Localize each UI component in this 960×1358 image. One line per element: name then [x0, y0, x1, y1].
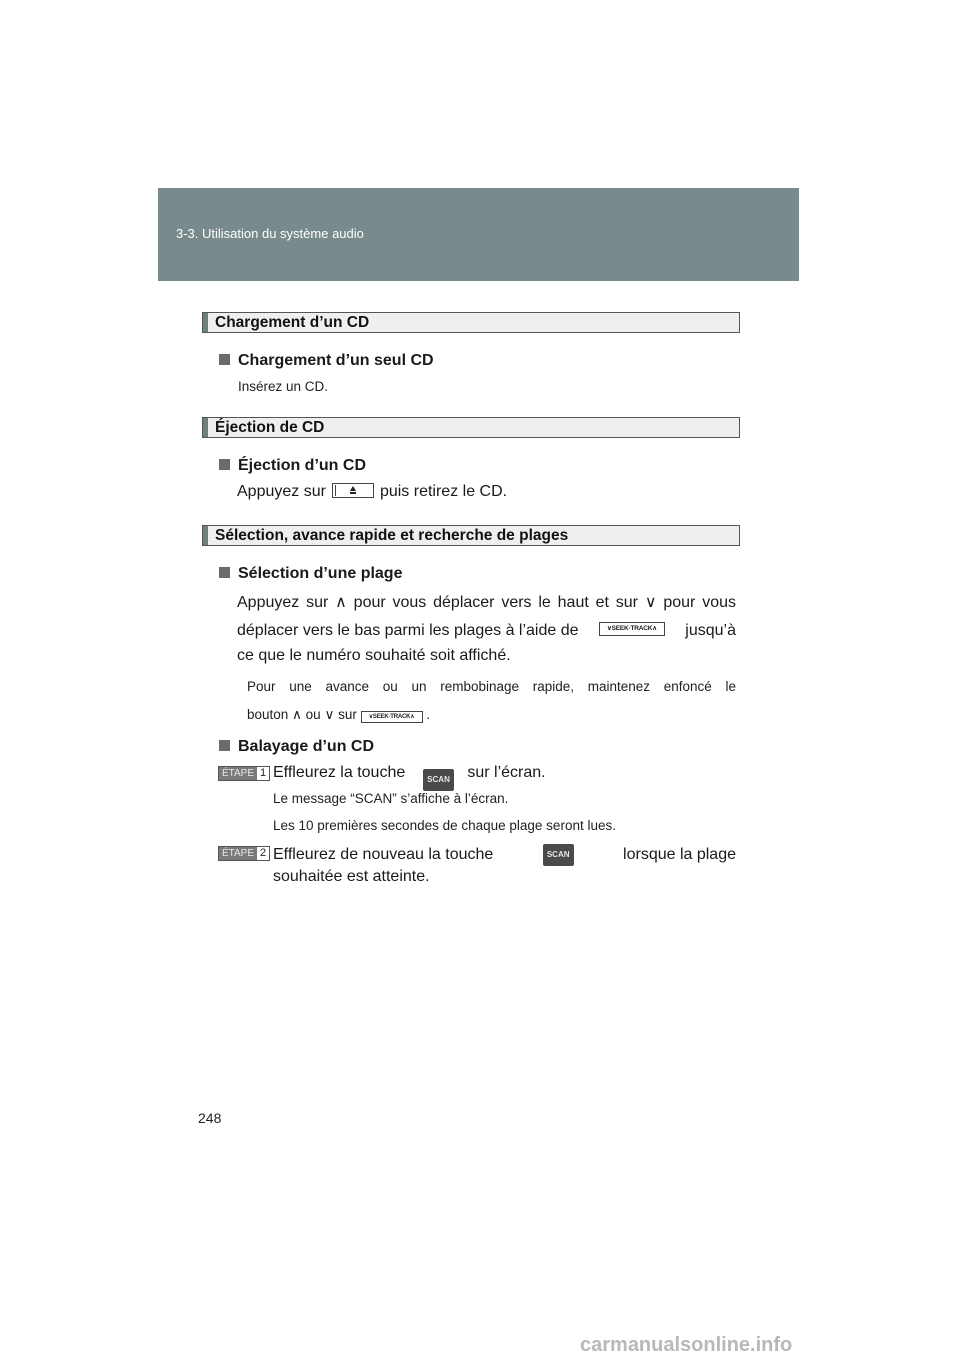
eject-instruction: Appuyez sur puis retirez le CD. [237, 483, 508, 500]
section-title: Chargement d’un CD [215, 314, 370, 331]
step-badge-1: ÉTAPE 1 [218, 766, 270, 781]
scan-button-icon: SCAN [423, 769, 454, 791]
step2-line-1: Effleurez de nouveau la touche SCAN lorsque la plage [273, 844, 736, 866]
select-line-1: Appuyez sur ∧ pour vous déplacer vers le haut et sur ∨ pour vous [237, 594, 736, 611]
subheading-load-single: Chargement d’un seul CD [219, 352, 434, 370]
section-stripe [203, 313, 208, 332]
seek-track-button-icon: ∨SEEK·TRACK∧ [599, 622, 665, 636]
section-title: Sélection, avance rapide et recherche de plages [215, 527, 569, 544]
section-title: Éjection de CD [215, 419, 325, 436]
step1-instruction: Effleurez la touche SCAN sur l’écran. [273, 764, 546, 791]
eject-button-icon [332, 483, 374, 498]
load-instruction: Insérez un CD. [238, 379, 329, 394]
section-header-track-selection [202, 525, 740, 546]
subheading-scan-cd: Balayage d’un CD [219, 738, 374, 756]
scan-button-icon: SCAN [543, 844, 574, 866]
section-header-eject [202, 417, 740, 438]
subheading-eject-cd: Éjection d’un CD [219, 457, 366, 475]
section-header-loading [202, 312, 740, 333]
seek-track-button-icon: ∨SEEK·TRACK∧ [361, 711, 423, 723]
select-line-2: déplacer vers le bas parmi les plages à l’aide de ∨SEEK·TRACK∧ jusqu’à [237, 622, 736, 639]
square-bullet-icon [219, 459, 230, 470]
page-number: 248 [198, 1110, 222, 1126]
subheading-select-track: Sélection d’une plage [219, 565, 402, 583]
section-stripe [203, 526, 208, 545]
square-bullet-icon [219, 567, 230, 578]
step1-note-1: Le message “SCAN” s’affiche à l’écran. [273, 791, 509, 806]
step-badge-2: ÉTAPE 2 [218, 846, 270, 861]
select-line-3: ce que le numéro souhaité soit affiché. [237, 647, 511, 664]
square-bullet-icon [219, 354, 230, 365]
footer-watermark: carmanualsonline.info [580, 1334, 793, 1356]
square-bullet-icon [219, 740, 230, 751]
chapter-title: 3-3. Utilisation du système audio [176, 226, 364, 241]
fast-forward-note-line-1: Pour une avance ou un rembobinage rapide, maintenez enfoncé le [247, 679, 736, 694]
fast-forward-note-line-2: bouton ∧ ou ∨ sur ∨SEEK·TRACK∧ . [247, 707, 431, 722]
step2-line-2: souhaitée est atteinte. [273, 868, 430, 885]
section-stripe [203, 418, 208, 437]
step1-note-2: Les 10 premières secondes de chaque plage seront lues. [273, 818, 616, 833]
